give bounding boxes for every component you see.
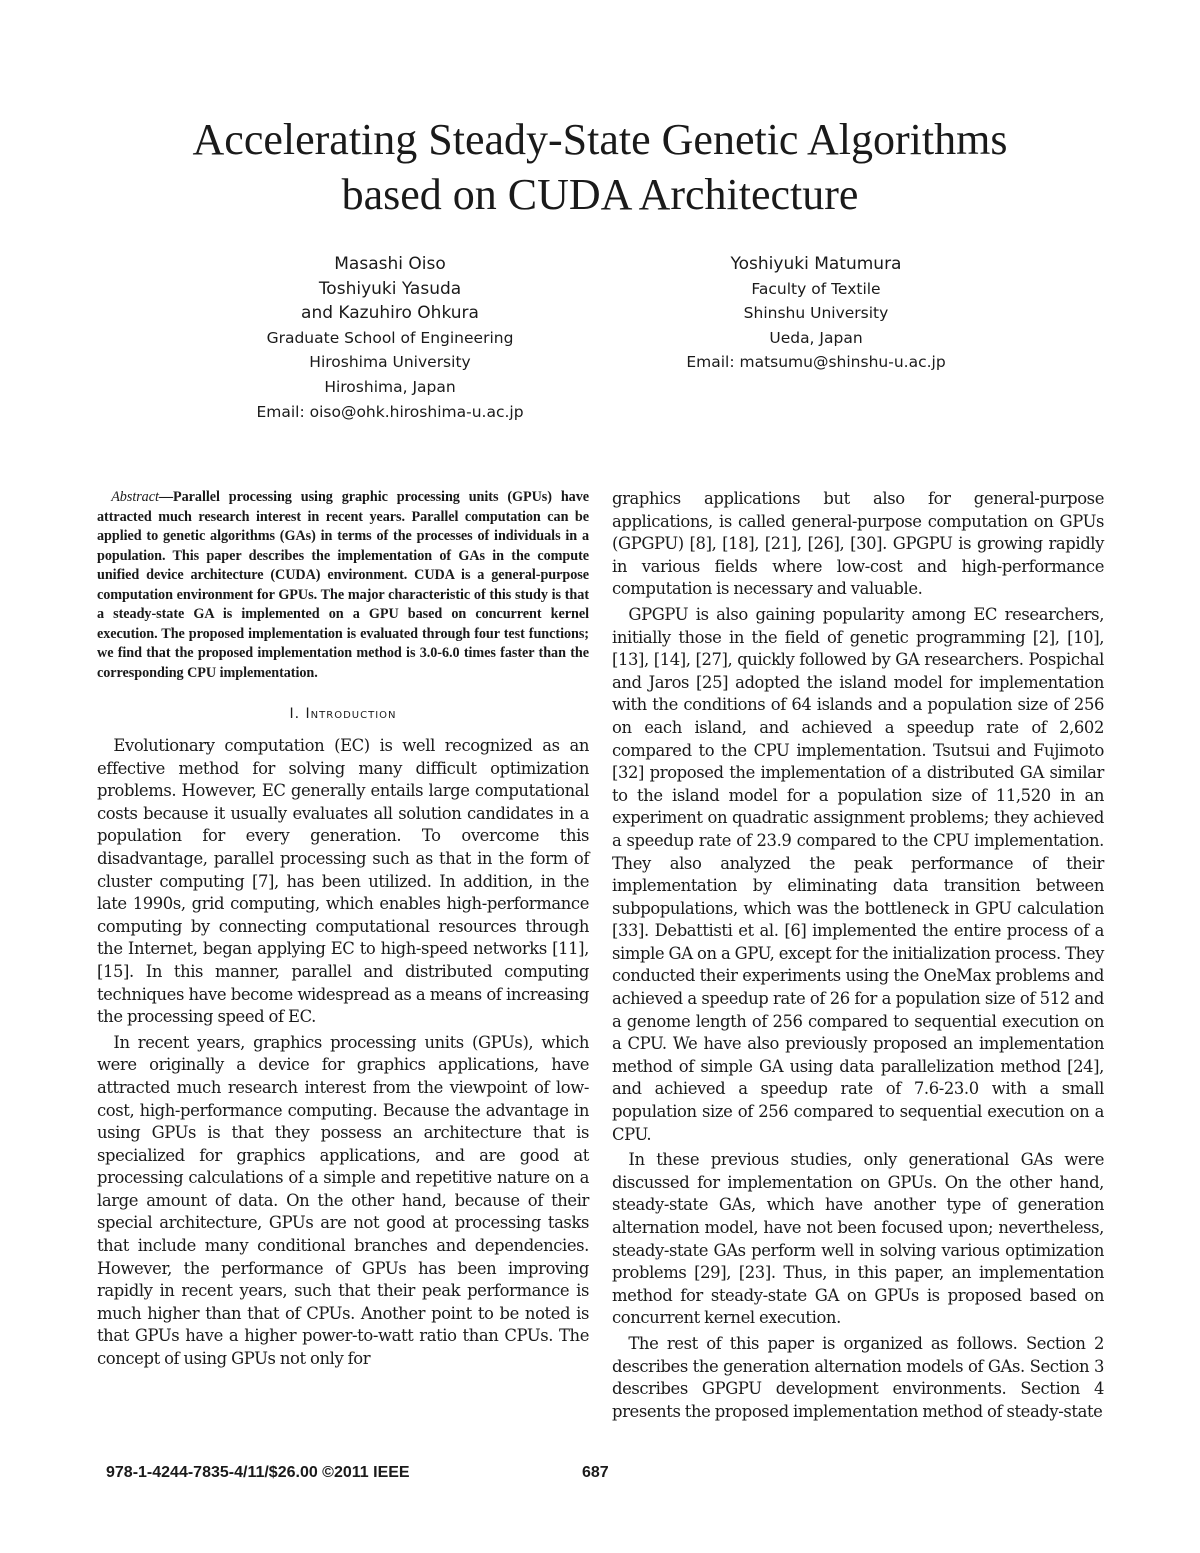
author-affiliation: Faculty of Textile xyxy=(751,279,881,298)
body-paragraph: GPGPU is also gaining popularity among EC researchers, initially those in the field of genetic programming [2], [10], [13], [14], [27], quickly followed by GA researchers. Pospichal and Jaros [25] adopted the island model for implementation with the conditions of 64 islands and a population size of 256 on each island, and achieved a speedup rate of 2,602 compared to the CPU implementation. Tsutsui and Fujimoto [32] proposed the implementation of a distributed GA similar to the island model for a population size of 11,520 in an experiment on quadratic assignment problems; they achieved a speedup rate of 23.9 compared to the CPU implementation. They also analyzed the peak performance of their implementation by eliminating data transition between subpopulations, which was the bottleneck in GPU calculation [33]. Debattisti et al. [6] implemented the entire process of a simple GA on a GPU, except for the initialization process. They conducted their experiments using the OneMax problems and achieved a speedup rate of 26 for a population size of 512 and a genome length of 256 compared to sequential execution on a CPU. We have also previously proposed an implementation method of simple GA using data parallelization method [24], and achieved a speedup rate of 7.6-23.0 with a small population size of 256 compared to sequential execution on a CPU. xyxy=(612,604,1104,1144)
abstract-text: —Parallel processing using graphic processing units (GPUs) have attracted much research interest in recent years. Parallel computation can be applied to genetic algorithms (GAs) in terms of the processes of individuals in a population. This paper describes the implementation of GAs in the compute unified device architecture (CUDA) environment. CUDA is a general-purpose computation environment for GPUs. The major characteristic of this study is that a steady-state GA is implemented on a GPU based on concurrent kernel execution. The proposed implementation is evaluated through four test functions; we find that the proposed implementation method is 3.0-6.0 times faster than the corresponding CPU implementation. xyxy=(97,489,589,681)
body-paragraph: graphics applications but also for general-purpose applications, is called general-purpose computation on GPUs (GPGPU) [8], [18], [21], [26], [30]. GPGPU is growing rapidly in various fields where low-cost and high-performance computation is necessary and valuable. xyxy=(612,489,1104,599)
author-name: Masashi Oiso xyxy=(334,254,446,274)
author-name: and Kazuhiro Ohkura xyxy=(301,303,479,324)
author-email: Email: oiso@ohk.hiroshima-u.ac.jp xyxy=(256,402,524,421)
section-heading-introduction xyxy=(97,706,589,722)
body-paragraph: The rest of this paper is organized as follows. Section 2 describes the generation alternation models of GAs. Section 3 describes GPGPU development environments. Section 4 presents the proposed implementation method of steady-state xyxy=(612,1333,1104,1421)
body-paragraph: Evolutionary computation (EC) is well recognized as an effective method for solving many difficult optimization problems. However, EC generally entails large computational costs because it usually evaluates all solution candidates in a population for every generation. To overcome this disadvantage, parallel processing such as that in the form of cluster computing [7], has been utilized. In addition, in the late 1990s, grid computing, which enables high-performance computing by connecting computational resources through the Internet, began applying EC to high-speed networks [11], [15]. In this manner, parallel and distributed computing techniques have become widespread as a means of increasing the processing speed of EC. xyxy=(97,736,589,1027)
author-university: Shinshu University xyxy=(743,304,889,323)
title-line-1: Accelerating Steady-State Genetic Algorithms xyxy=(192,115,1008,164)
right-column xyxy=(612,488,1104,1423)
author-block-left xyxy=(240,252,540,424)
footer-page-number: 687 xyxy=(582,1464,609,1481)
author-email: Email: matsumu@shinshu-u.ac.jp xyxy=(686,353,946,372)
author-name: Toshiyuki Yasuda xyxy=(318,278,462,299)
paper-title xyxy=(60,112,1140,222)
section-title: Introduction xyxy=(305,706,397,722)
author-location: Hiroshima, Japan xyxy=(324,377,456,396)
title-line-2: based on CUDA Architecture xyxy=(341,170,859,219)
abstract-label: Abstract xyxy=(111,489,159,505)
author-university: Hiroshima University xyxy=(309,353,471,372)
body-paragraph: In these previous studies, only generational GAs were discussed for implementation on GPUs. On the other hand, steady-state GAs, which have another type of generation alternation model, have not been focused upon; nevertheless, steady-state GAs perform well in solving various optimization problems [29], [23]. Thus, in this paper, an implementation method for steady-state GA on GPUs is proposed based on concurrent kernel execution. xyxy=(612,1150,1104,1328)
section-number: I. xyxy=(289,706,301,722)
author-block-right xyxy=(640,252,992,375)
left-column xyxy=(97,488,589,1371)
body-paragraph: In recent years, graphics processing units (GPUs), which were originally a device for graphics applications, have attracted much research interest from the viewpoint of low-cost, high-performance computing. Because the advantage in using GPUs is that they possess an architecture that is specialized for graphics applications, and are good at processing calculations of a simple and repetitive nature on a large amount of data. On the other hand, because of their special architecture, GPUs are not good at processing tasks that include many conditional branches and dependencies. However, the performance of GPUs has been improving rapidly in recent years, such that their peak performance is much higher than that of CPUs. Another point to be noted is that GPUs have a higher power-to-watt ratio than CPUs. The concept of using GPUs not only for xyxy=(97,1032,589,1369)
author-name: Yoshiyuki Matumura xyxy=(730,254,902,274)
footer-isbn: 978-1-4244-7835-4/11/$26.00 ©2011 IEEE xyxy=(106,1464,410,1481)
author-affiliation: Graduate School of Engineering xyxy=(266,328,514,347)
abstract xyxy=(97,488,589,683)
author-location: Ueda, Japan xyxy=(769,328,863,347)
